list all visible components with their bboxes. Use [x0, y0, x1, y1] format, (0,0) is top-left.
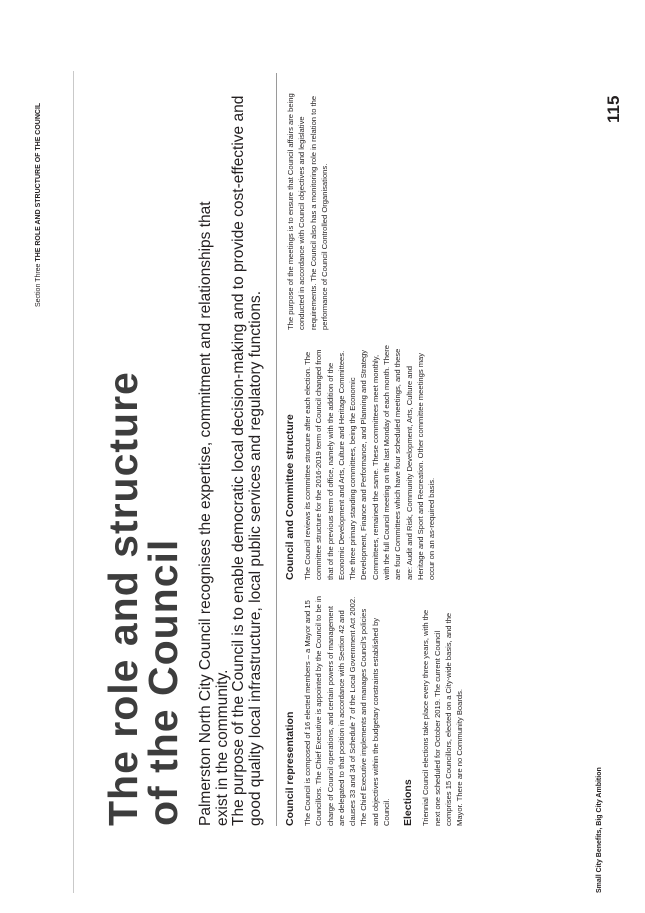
section-label: Section Three [35, 263, 42, 307]
purpose-statement: The purpose of the Council is to enable democratic local decision-making and to provide cost-effective and good quality local infrastructure, local public services and regulatory functions. [230, 95, 264, 826]
publication-footer: Small City Benefits, Big City Ambition [596, 767, 603, 893]
content-divider [276, 73, 277, 826]
committee-structure-text: The Council reviews its committee structure after each election. The committee structure for the 2016-2019 term of Council changed from that of the previous term of office, namely with the addition of the Economic Development and Arts, Culture and Heritage Committees. The three primary standing committees, being the Economic Development, Finance and Performance, and Planning and Strategy Committees, remained the same. These committees meet monthly, with the full Council meeting on the last Monday of each month. There are four Committees which have four scheduled meetings, and these are: Audit and Risk, Community Development, Arts, Culture and Heritage and Sport and Recreation. Other committee meetings may occur on an as-required basis. [303, 345, 437, 580]
council-representation-heading: Council representation [284, 711, 296, 826]
council-representation-text: The Council is composed of 16 elected members – a Mayor and 15 Councillors. The Chief Executive is appointed by the Council to be in charge of Council operations, and certain powers of management are delegated to that position in accordance with Section 42 and clauses 33 and 34 of Schedule 7 of the Local Government Act 2002. The Chief Executive implements and manages Council's policies and objectives within the budgetary constraints established by Council. [303, 596, 392, 826]
title-line-2: of the Council [140, 538, 186, 826]
meetings-purpose-text: The purpose of the meetings is to ensure that Council affairs are being conducted in accordance with Council objectives and legislative requirements. The Council also has a monitoring role in relation to the performance of Council Controlled Organisations. [286, 93, 329, 330]
column-committee-structure [283, 345, 444, 580]
title-line-1: The role and structure [100, 371, 146, 826]
elections-heading: Elections [402, 779, 415, 826]
section-title: THE ROLE AND STRUCTURE OF THE COUNCIL [35, 102, 42, 262]
running-header [35, 103, 42, 307]
column-representation [283, 596, 472, 826]
committee-structure-heading: Council and Committee structure [284, 414, 296, 580]
page-title [100, 371, 186, 826]
top-divider [73, 71, 74, 893]
column-meetings-purpose [285, 70, 336, 330]
intro-statement: Palmerston North City Council recognises the expertise, commitment and relationships that exist in the community. [197, 201, 231, 826]
page-number: 115 [604, 95, 623, 123]
elections-text: Triennial Council elections take place every three years, with the next one scheduled for October 2019. The current Council comprises 15 Councillors, elected on a City-wide basis, and the Mayor. There are no Community Boards. [421, 609, 465, 826]
